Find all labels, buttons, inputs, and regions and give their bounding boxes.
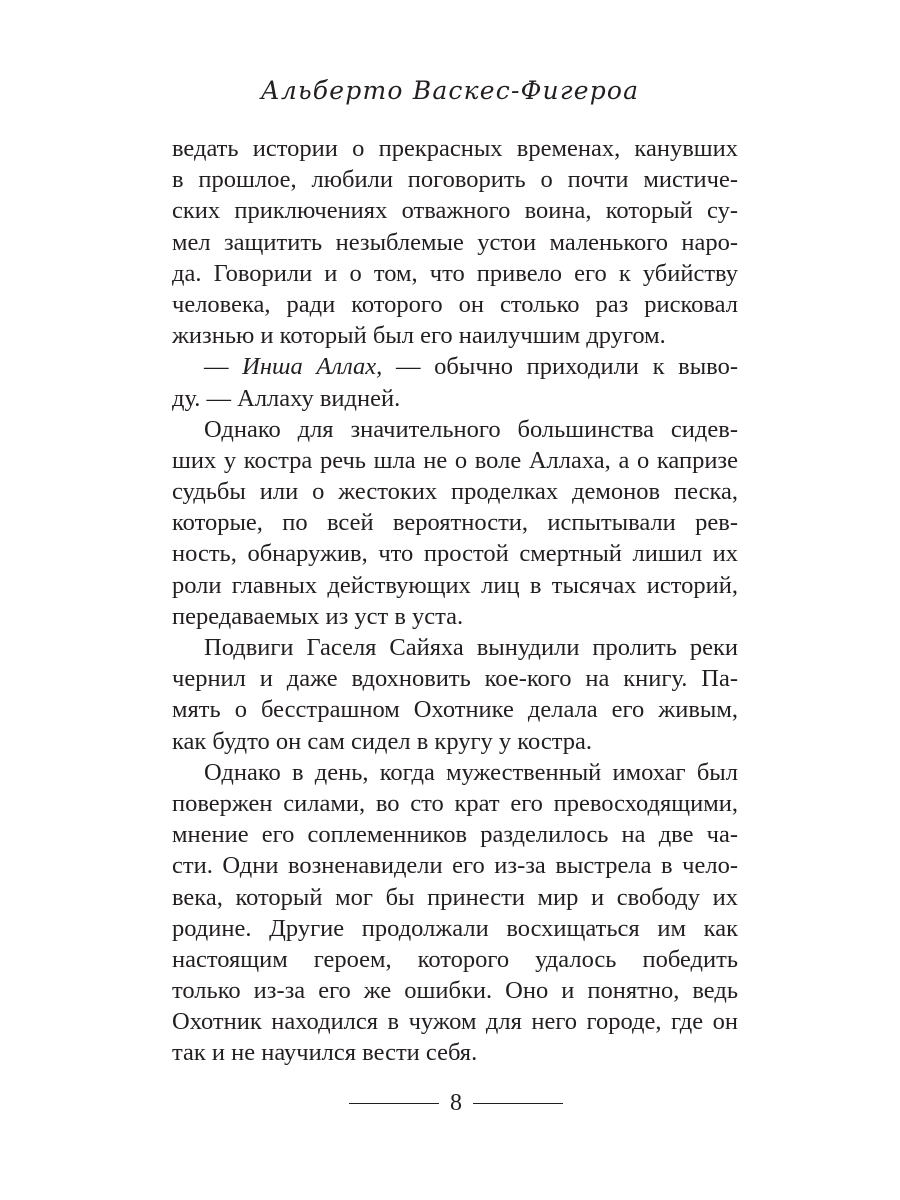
running-head: Альберто Васкес-Фигероа (260, 76, 640, 105)
text-line: как будто он сам сидел в кругу у костра. (172, 727, 592, 755)
text-line: жизнью и который был его наилучшим другом. (172, 322, 666, 350)
dialogue-dash: — (204, 353, 243, 381)
text-line: настоящим героем, которого удалось победить (172, 945, 738, 973)
text-line: ших у костра речь шла не о воле Аллаха, а о капризе (172, 446, 738, 474)
text-line: чернил и даже вдохновить кое-кого на книгу. Па- (172, 665, 738, 693)
text-line: так и не научился вести себя. (172, 1039, 478, 1067)
text-line: в прошлое, любили поговорить о почти мистиче- (172, 166, 738, 194)
text-line: человека, ради которого он столько раз рисковал (172, 290, 738, 318)
text-line: которые, по всей вероятности, испытывали рев- (172, 509, 738, 537)
text-line: Однако для значительного большинства сидев- (204, 415, 738, 443)
folio-rule-right (473, 1103, 563, 1104)
text-line: ду. — Аллаху видней. (172, 384, 401, 412)
text-line: мять о бесстрашном Охотнике делала его живым, (172, 696, 738, 724)
text-line: да. Говорили и о том, что привело его к убийству (172, 259, 738, 287)
text-line: роли главных действующих лиц в тысячах историй, (172, 571, 738, 599)
text-line: родине. Другие продолжали восхищаться им как (172, 914, 738, 942)
text-line: века, который мог бы принести мир и свободу их (172, 883, 738, 911)
text-line: передаваемых из уст в уста. (172, 602, 464, 630)
folio-rule-left (349, 1103, 439, 1104)
text-line: сти. Одни возненавидели его из-за выстрела в чело- (172, 852, 738, 880)
text-line: Однако в день, когда мужественный имохаг был (204, 758, 738, 786)
dialogue-rest: — обычно приходили к выво- (382, 353, 738, 381)
text-line: Подвиги Гаселя Сайяха вынудили пролить реки (204, 634, 738, 661)
italic-phrase: Инша Аллах, (242, 353, 383, 381)
dialogue-line (172, 351, 738, 382)
text-line: только из-за его же ошибки. Оно и понятно, ведь (172, 977, 738, 1005)
page-footer (0, 1088, 900, 1118)
text-line: повержен силами, во сто крат его превосходящими, (172, 789, 738, 817)
text-line: мел защитить незыблемые устои маленького наро- (172, 228, 738, 256)
text-line: мнение его соплеменников разделилось на две ча- (172, 821, 738, 849)
text-line: ских приключениях отважного воина, который су- (172, 197, 738, 225)
page-number: 8 (450, 1090, 462, 1116)
text-line: ведать истории о прекрасных временах, канувших (172, 135, 738, 162)
text-line: Охотник находился в чужом для него городе, где он (172, 1008, 738, 1036)
body-text (172, 133, 738, 1069)
text-line: судьбы или о жестоких проделках демонов песка, (172, 478, 738, 506)
text-line: ность, обнаружив, что простой смертный лишил их (172, 540, 738, 568)
